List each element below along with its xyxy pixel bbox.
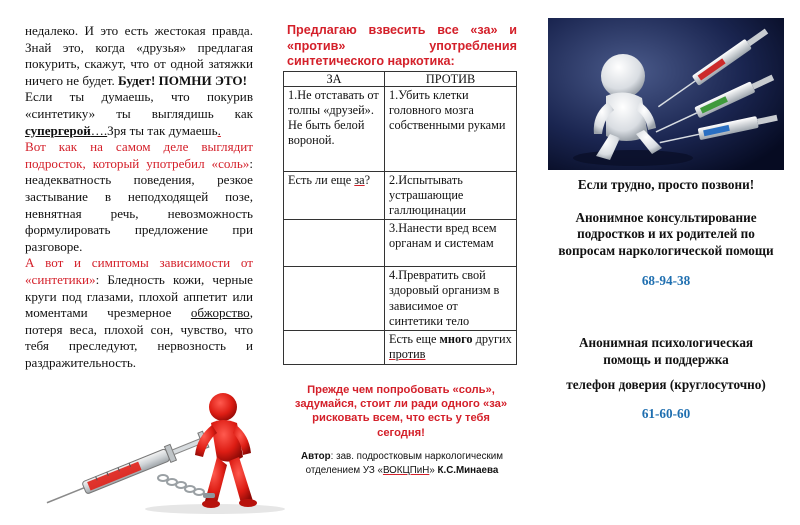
author-organization: ВОКЦПиН [382,464,430,476]
paragraph-intro [25,23,253,89]
call-prompt: Если трудно, просто позвони! [577,177,755,192]
paragraph-salt-signs [25,139,253,255]
title-line-1: Предлагаю взвесить все «за» и [287,23,517,37]
psychological-help-service: Анонимная психологическая помощь и поддержка [578,335,754,367]
table-row [284,220,517,267]
header-cons: ПРОТИВ [385,71,517,86]
figure-attacked-by-syringes-illustration [548,18,784,170]
consultation-service: Анонимное консультирование подростков и их родителей по вопросам наркологической помощи [558,209,774,258]
intro-warning: Будет! ПОМНИ ЭТО! [114,72,247,88]
title-line-3: синтетического наркотика: [287,54,455,68]
con-cell-4: 4.Превратить свой здоровый организм в зависимое от синтетики тело [385,267,517,331]
con-cell-3: 3.Нанести вред всем органам и системам [385,220,517,267]
con-cell-1: 1.Убить клетки головного мозга собственными руками [385,86,517,171]
paragraph-symptoms [25,255,253,371]
author-quote-close: » [429,464,438,476]
table-row [284,86,517,171]
red-man-syringe-illustration [45,385,295,515]
pro-more-word: за [354,172,365,187]
pro-cell-3 [284,220,385,267]
hotline-phone[interactable]: 61-60-60 [641,405,691,421]
superhero-dots: …. [90,122,108,138]
table-row [284,267,517,331]
con-more-others: других [472,332,512,347]
superhero-word: супергерой [25,122,91,138]
table-row [284,171,517,220]
pro-cell-2 [284,171,385,220]
middle-column [283,23,519,476]
left-column-text [25,23,253,371]
author-label: Автор [301,451,331,462]
pro-cell-1: 1.Не отставать от толпы «друзей». Не быть белой вороной. [284,86,385,171]
pro-cell-4 [284,267,385,331]
paragraph-superhero [25,89,253,139]
right-column [548,18,784,422]
con-more-word: против [389,347,426,362]
symptoms-text: : Бледность кожи, черные круги под глазами, плохой аппетит или моментами чрезмерное [25,271,253,321]
salt-signs-heading: Вот как на самом деле выглядит подросток, который употребил «соль» [25,139,253,171]
header-pros: ЗА [284,71,385,86]
title-line-2: «против» употребления [287,38,517,53]
pros-cons-title [287,23,517,70]
consultation-phone[interactable]: 68-94-38 [641,273,691,288]
pro-cell-5 [284,331,385,364]
author-credit [289,450,515,477]
pro-more-text: Есть ли еще [288,172,355,187]
table-row [284,331,517,364]
warning-text: Прежде чем попробовать «соль», задумайся, стоит ли ради одного «за» рисковать всем, что есть у тебя сегодня! [294,384,508,439]
salt-signs-text: : неадекватность поведения, резкое застывание в неподходящей позе, невнятная речь, невозможность формулировать предложение при разговоре. [25,155,253,254]
symptoms-text-end: , потеря веса, плохой сон, чувство, что тебя преследуют, нервозность и раздражительность. [25,305,253,370]
symptoms-overeating: обжорство [190,305,250,321]
symptoms-heading: А вот и симптомы зависимости от «синтетики» [25,255,253,287]
author-position: : зав. подростковым наркологическим отделением УЗ « [305,451,503,476]
superhero-wrong: Зря ты так думаешь [107,122,218,138]
con-more-text: Есть еще [389,332,440,347]
author-name: К.С.Минаева [437,464,499,476]
hotline-label: телефон доверия (круглосуточно) [566,377,766,392]
table-header-row [284,71,517,86]
pro-more-mark: ? [364,172,371,187]
superhero-period: . [217,122,221,138]
con-cell-2: 2.Испытывать устрашающие галлюцинации [385,171,517,220]
pros-cons-table [283,71,517,365]
con-more-bold: много [439,332,473,347]
intro-text: недалеко. И это есть жестокая правда. Знай это, когда «друзья» предлагая покурить, скажут, что от одной затяжки ничего не будет. [25,23,253,88]
con-cell-5 [385,331,517,364]
superhero-text: Если ты думаешь, что покурив «синтетику» ты выглядишь как [25,89,253,121]
